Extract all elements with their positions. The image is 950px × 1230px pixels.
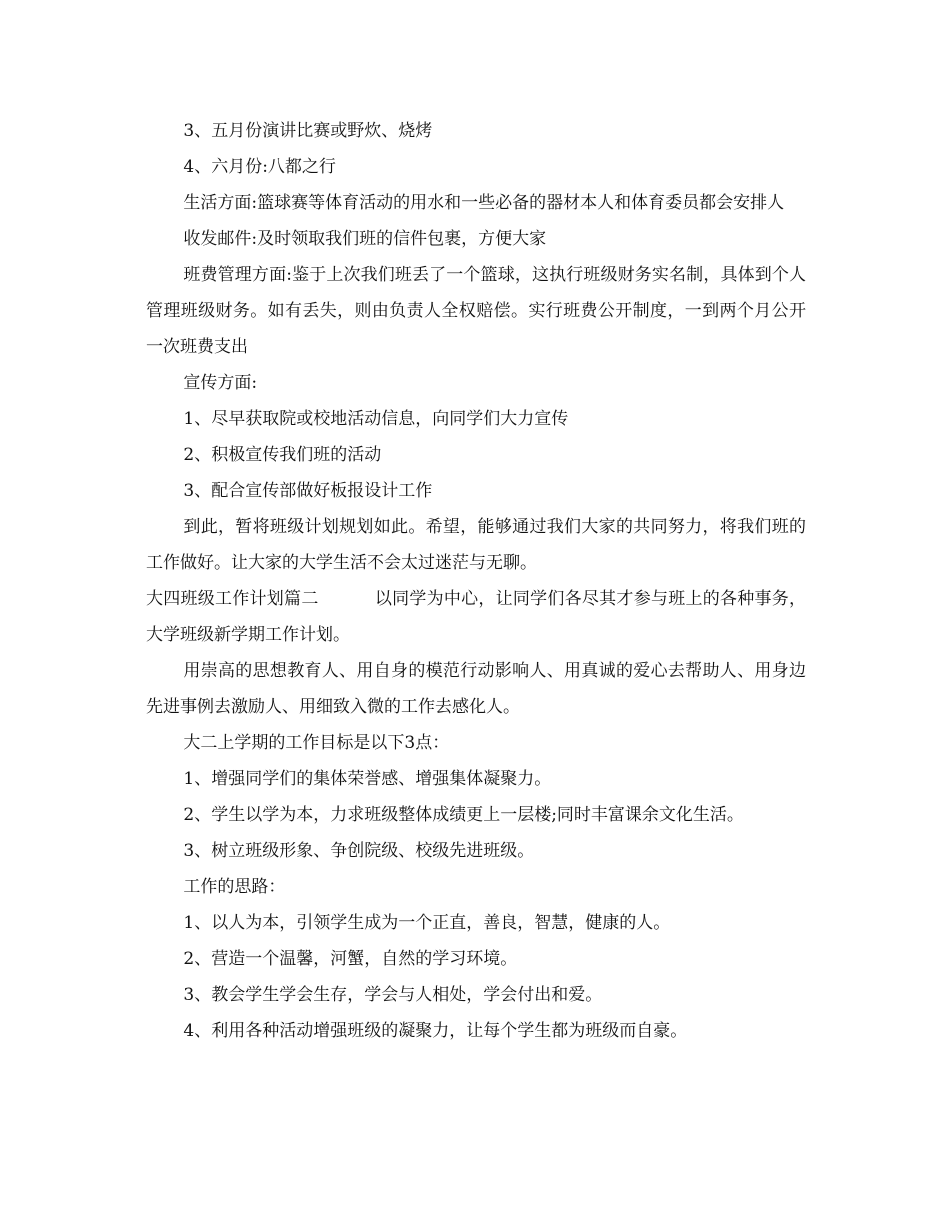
paragraph: 收发邮件:及时领取我们班的信件包裹，方便大家 [183,229,547,249]
paragraph: 到此，暂将班级计划规划如此。希望，能够通过我们大家的共同努力，将我们班的工作做好。让大家的大学生活不会太过迷茫与无聊。 [146,517,806,573]
list-item: 3、树立班级形象、争创院级、校级先进班级。 [183,841,535,861]
paragraph: 生活方面:篮球赛等体育活动的用水和一些必备的器材本人和体育委员都会安排人 [183,193,785,213]
document-body [146,113,806,1049]
list-item: 1、以人为本，引领学生成为一个正直，善良，智慧，健康的人。 [183,913,671,933]
list-item: 3、教会学生学会生存，学会与人相处，学会付出和爱。 [183,985,603,1005]
section-intro: 以同学为中心，让同学们各尽其才参与班上的各种事务，大学班级新学期工作计划。 [146,589,807,645]
list-item: 1、增强同学们的集体荣誉感、增强集体凝聚力。 [183,769,552,789]
list-item: 3、配合宣传部做好板报设计工作 [183,481,433,501]
section-heading: 大四班级工作计划篇二 [146,589,319,609]
list-item: 4、利用各种活动增强班级的凝聚力，让每个学生都为班级而自豪。 [183,1021,688,1041]
paragraph: 班费管理方面:鉴于上次我们班丢了一个篮球，这执行班级财务实名制，具体到个人管理班级财务。如有丢失，则由负责人全权赔偿。实行班费公开制度，一到两个月公开一次班费支出 [146,265,806,357]
list-item: 2、学生以学为本，力求班级整体成绩更上一层楼;同时丰富课余文化生活。 [183,805,744,825]
list-item: 2、营造一个温馨，河蟹，自然的学习环境。 [183,949,518,969]
list-item: 1、尽早获取院或校地活动信息，向同学们大力宣传 [183,409,569,429]
section-label: 宣传方面: [183,373,258,393]
paragraph: 大二上学期的工作目标是以下3点： [183,733,450,753]
paragraph: 工作的思路： [183,877,286,897]
list-item: 4、六月份:八都之行 [183,157,336,177]
list-item: 2、积极宣传我们班的活动 [183,445,382,465]
paragraph: 用崇高的思想教育人、用自身的模范行动影响人、用真诚的爱心去帮助人、用身边先进事例去激励人、用细致入微的工作去感化人。 [146,661,806,717]
section-heading-paragraph [146,581,806,653]
list-item: 3、五月份演讲比赛或野炊、烧烤 [183,121,433,141]
